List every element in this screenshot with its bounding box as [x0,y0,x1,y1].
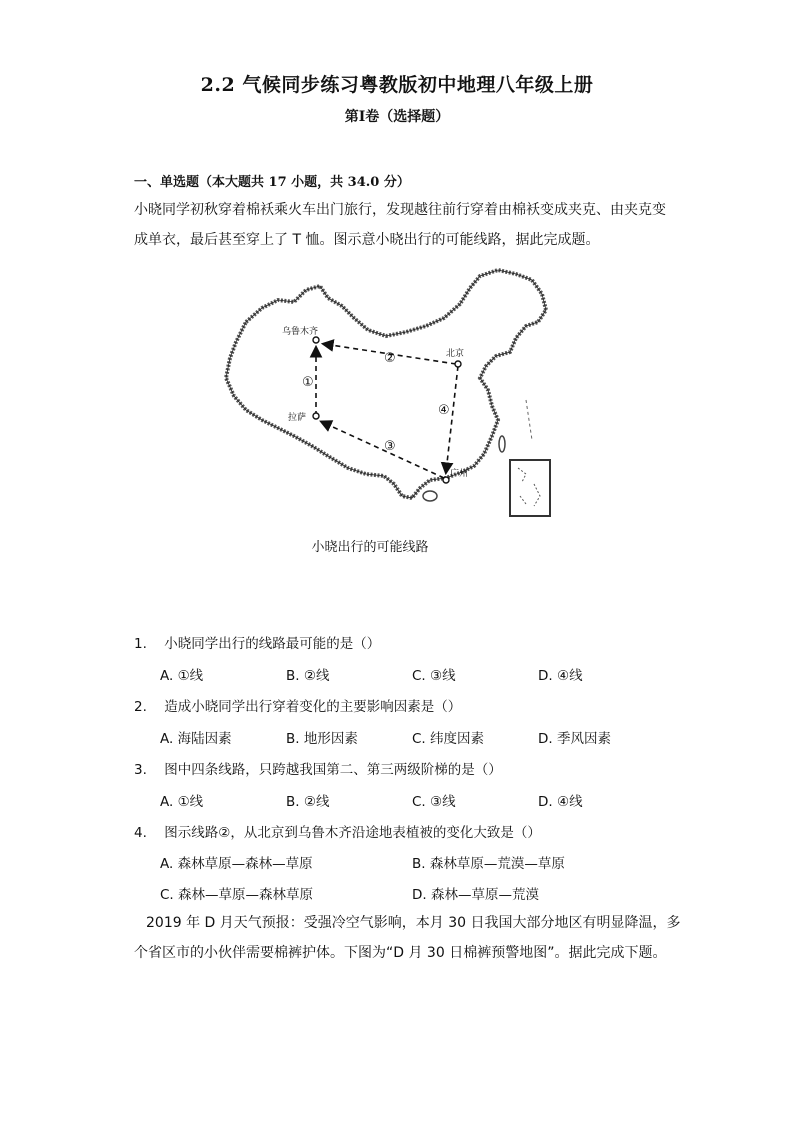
route-4-label: ④ [438,403,450,418]
question-text: 小晓同学出行的线路最可能的是（） [164,636,381,652]
city-lhasa-label: 拉萨 [288,413,307,423]
china-border-inner [226,270,546,498]
route-1-label: ① [302,375,314,390]
page-title: 2.2 气候同步练习粤教版初中地理八年级上册 [200,74,594,96]
route-3-label: ③ [384,439,396,454]
q1-option-a[interactable]: A. ①线 [160,668,204,684]
question-text: 造成小晓同学出行穿着变化的主要影响因素是（） [164,699,462,715]
q3-option-c[interactable]: C. ③线 [412,794,456,810]
intro-paragraph-2 [134,908,694,968]
route-3 [322,422,444,478]
q3-option-d[interactable]: D. ④线 [538,794,583,810]
question-2 [134,695,461,715]
section-heading: 一、单选题（本大题共 17 小题，共 34.0 分） [134,175,410,190]
question-number: 1. [134,636,147,652]
intro-line: 2019 年 D 月天气预报：受强冷空气影响，本月 30 日我国大部分地区有明显降温，多 [146,915,681,931]
question-number: 3. [134,762,147,778]
q3-option-a[interactable]: A. ①线 [160,794,204,810]
q1-option-c[interactable]: C. ③线 [412,668,456,684]
city-beijing-marker [455,361,461,367]
city-guangzhou-marker [443,477,449,483]
city-lhasa-marker [313,413,319,419]
intro-line: 个省区市的小伙伴需要棉裤护体。下图为“D 月 30 日棉裤预警地图”。据此完成下题。 [134,945,667,961]
volume-subtitle: 第Ⅰ卷（选择题） [344,109,450,125]
inset-islands [518,468,540,506]
intro-paragraph-1 [134,195,674,255]
intro-line: 小晓同学初秋穿着棉袄乘火车出门旅行，发现越往前行穿着由棉袄变成夹克、由夹克变 [134,202,666,218]
q3-option-b[interactable]: B. ②线 [286,794,330,810]
city-urumqi-label: 乌鲁木齐 [282,327,319,337]
q4-option-b[interactable]: B. 森林草原—荒漠—草原 [412,856,565,872]
china-border [226,270,546,498]
q4-option-a[interactable]: A. 森林草原—森林—草原 [160,856,313,872]
q2-option-b[interactable]: B. 地形因素 [286,731,358,747]
q4-option-c[interactable]: C. 森林—草原—森林草原 [160,887,314,903]
q4-option-d[interactable]: D. 森林—草原—荒漠 [412,887,539,903]
q2-option-d[interactable]: D. 季风因素 [538,731,611,747]
city-urumqi-marker [313,337,319,343]
city-beijing-label: 北京 [446,349,465,359]
route-4 [446,366,458,472]
hainan-island [423,491,437,501]
south-china-sea-inset [510,460,550,516]
q1-option-b[interactable]: B. ②线 [286,668,330,684]
q2-option-c[interactable]: C. 纬度因素 [412,731,485,747]
city-guangzhou-label: 广州 [450,469,469,479]
question-number: 2. [134,699,147,715]
route-2-label: ② [384,351,396,366]
china-route-map [216,260,556,520]
taiwan-island [499,436,505,452]
question-3 [134,758,502,778]
q2-option-a[interactable]: A. 海陆因素 [160,731,232,747]
question-number: 4. [134,825,147,841]
map-caption: 小晓出行的可能线路 [311,540,429,555]
question-1 [134,632,380,652]
coast-dash [526,400,532,440]
question-4 [134,821,541,841]
intro-line: 成单衣，最后甚至穿上了 T 恤。图示意小晓出行的可能线路，据此完成题。 [134,232,600,248]
question-text: 图示线路②，从北京到乌鲁木齐沿途地表植被的变化大致是（） [164,825,541,841]
q1-option-d[interactable]: D. ④线 [538,668,583,684]
question-text: 图中四条线路，只跨越我国第二、第三两级阶梯的是（） [164,762,502,778]
